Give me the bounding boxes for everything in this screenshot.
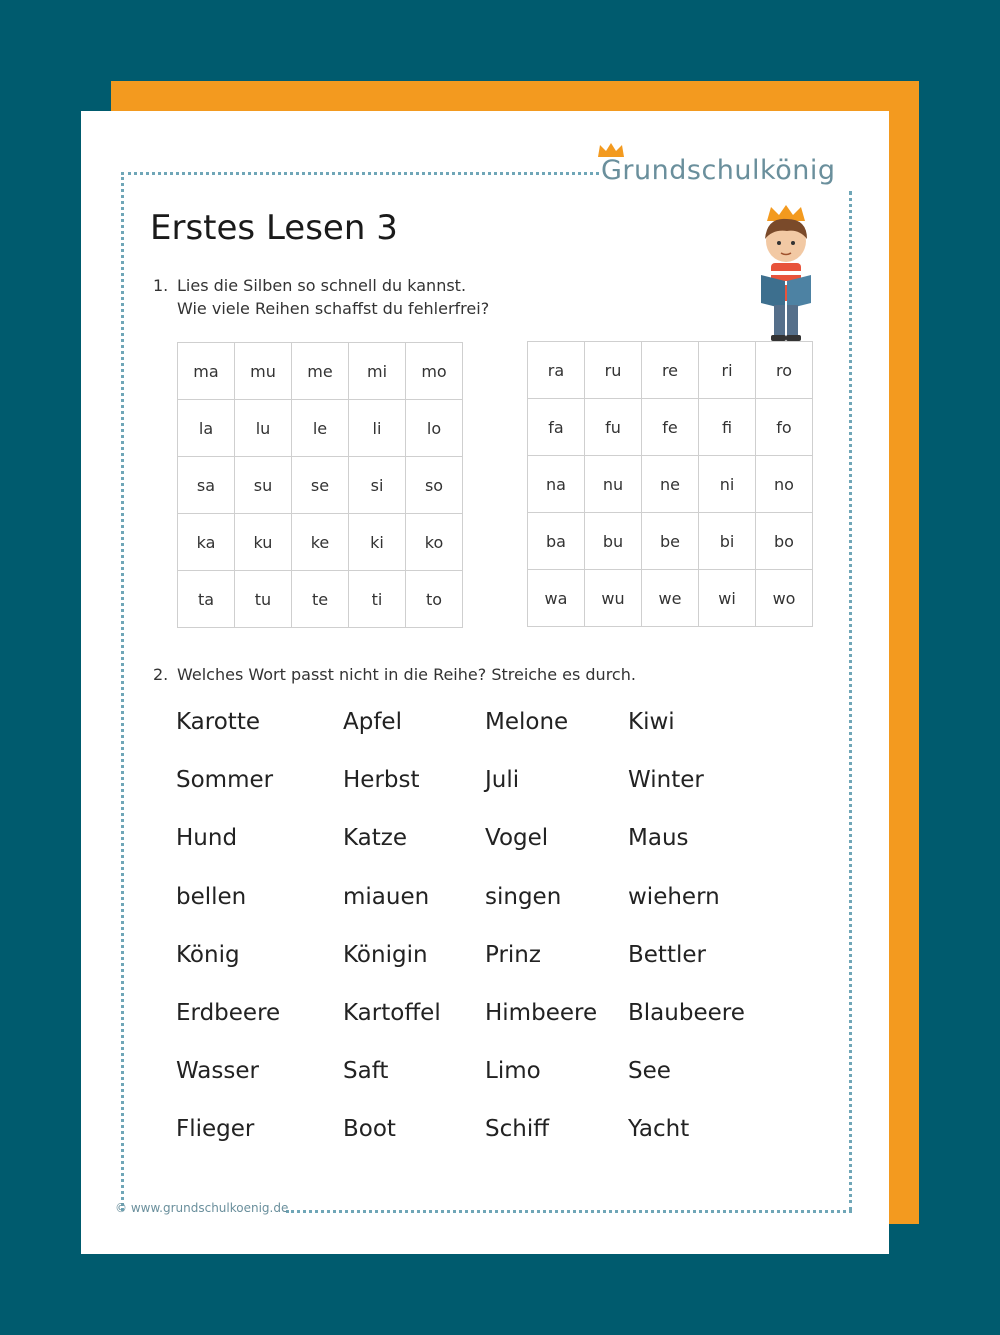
syllable-cell: la [178, 400, 235, 457]
syllable-cell: ka [178, 514, 235, 571]
word-item[interactable]: bellen [176, 884, 247, 910]
word-item[interactable]: Königin [343, 942, 428, 968]
syllable-cell: ko [406, 514, 463, 571]
grid-row [178, 343, 463, 400]
grid-row [178, 457, 463, 514]
syllable-cell: re [642, 342, 699, 399]
syllable-cell: be [642, 513, 699, 570]
syllable-grid-right [527, 341, 813, 627]
boy-reading-illustration [751, 205, 821, 345]
grid-row [178, 400, 463, 457]
syllable-cell: te [292, 571, 349, 628]
syllable-cell: na [528, 456, 585, 513]
word-item[interactable]: Herbst [343, 767, 420, 793]
word-item[interactable]: Flieger [176, 1116, 255, 1142]
syllable-cell: so [406, 457, 463, 514]
grid-row [528, 456, 813, 513]
syllable-cell: si [349, 457, 406, 514]
task-1-line-2: Wie viele Reihen schaffst du fehlerfrei? [177, 299, 490, 318]
word-item[interactable]: Blaubeere [628, 1000, 745, 1026]
syllable-cell: wa [528, 570, 585, 627]
word-item[interactable]: Prinz [485, 942, 541, 968]
grid-row [178, 514, 463, 571]
grid-row [528, 513, 813, 570]
word-item[interactable]: See [628, 1058, 671, 1084]
word-item[interactable]: Erdbeere [176, 1000, 281, 1026]
grid-row [178, 571, 463, 628]
syllable-cell: mo [406, 343, 463, 400]
syllable-cell: ki [349, 514, 406, 571]
word-item[interactable]: Kartoffel [343, 1000, 441, 1026]
word-item[interactable]: Kiwi [628, 709, 675, 735]
dotted-border-right [849, 191, 852, 1211]
syllable-cell: ke [292, 514, 349, 571]
word-item[interactable]: miauen [343, 884, 430, 910]
syllable-cell: bi [699, 513, 756, 570]
word-item[interactable]: Yacht [628, 1116, 690, 1142]
syllable-cell: ku [235, 514, 292, 571]
syllable-cell: to [406, 571, 463, 628]
syllable-cell: ra [528, 342, 585, 399]
syllable-cell: se [292, 457, 349, 514]
syllable-cell: mi [349, 343, 406, 400]
syllable-grid-left [177, 342, 463, 628]
syllable-cell: fi [699, 399, 756, 456]
dotted-border-bottom [286, 1210, 852, 1213]
syllable-cell: lu [235, 400, 292, 457]
syllable-cell: we [642, 570, 699, 627]
task-2-text: Welches Wort passt nicht in die Reihe? Streiche es durch. [177, 665, 636, 684]
syllable-cell: ti [349, 571, 406, 628]
word-item[interactable]: Wasser [176, 1058, 259, 1084]
syllable-cell: sa [178, 457, 235, 514]
syllable-cell: bu [585, 513, 642, 570]
word-item[interactable]: Limo [485, 1058, 541, 1084]
syllable-cell: no [756, 456, 813, 513]
syllable-cell: lo [406, 400, 463, 457]
word-item[interactable]: Saft [343, 1058, 389, 1084]
word-item[interactable]: singen [485, 884, 562, 910]
footer-url: © www.grundschulkoenig.de [115, 1201, 289, 1215]
syllable-cell: li [349, 400, 406, 457]
task-1-number: 1. [153, 276, 169, 295]
page-title: Erstes Lesen 3 [150, 208, 398, 248]
syllable-cell: le [292, 400, 349, 457]
word-item[interactable]: Karotte [176, 709, 260, 735]
word-item[interactable]: Winter [628, 767, 704, 793]
syllable-cell: mu [235, 343, 292, 400]
word-item[interactable]: Bettler [628, 942, 706, 968]
syllable-cell: ni [699, 456, 756, 513]
syllable-cell: fu [585, 399, 642, 456]
word-item[interactable]: Apfel [343, 709, 402, 735]
word-item[interactable]: Vogel [485, 825, 549, 851]
syllable-cell: wu [585, 570, 642, 627]
word-item[interactable]: Sommer [176, 767, 274, 793]
syllable-cell: ma [178, 343, 235, 400]
syllable-cell: fo [756, 399, 813, 456]
word-item[interactable]: König [176, 942, 240, 968]
brand-logo: Grundschulkönig [601, 155, 836, 186]
syllable-cell: fe [642, 399, 699, 456]
word-item[interactable]: Boot [343, 1116, 396, 1142]
task-1-line-1: Lies die Silben so schnell du kannst. [177, 276, 467, 295]
syllable-cell: wi [699, 570, 756, 627]
syllable-cell: me [292, 343, 349, 400]
syllable-cell: tu [235, 571, 292, 628]
grid-row [528, 399, 813, 456]
grid-row [528, 570, 813, 627]
word-item[interactable]: wiehern [628, 884, 720, 910]
syllable-cell: wo [756, 570, 813, 627]
syllable-cell: ba [528, 513, 585, 570]
dotted-border-top [121, 172, 599, 175]
syllable-cell: ru [585, 342, 642, 399]
word-item[interactable]: Schiff [485, 1116, 550, 1142]
word-item[interactable]: Katze [343, 825, 408, 851]
syllable-cell: bo [756, 513, 813, 570]
syllable-cell: fa [528, 399, 585, 456]
word-item[interactable]: Melone [485, 709, 569, 735]
syllable-cell: ri [699, 342, 756, 399]
word-item[interactable]: Juli [485, 767, 520, 793]
word-item[interactable]: Hund [176, 825, 238, 851]
worksheet-page [81, 111, 889, 1254]
syllable-cell: ne [642, 456, 699, 513]
word-item[interactable]: Himbeere [485, 1000, 598, 1026]
grid-row [528, 342, 813, 399]
word-item[interactable]: Maus [628, 825, 689, 851]
syllable-cell: ro [756, 342, 813, 399]
syllable-cell: nu [585, 456, 642, 513]
syllable-cell: su [235, 457, 292, 514]
dotted-border-left [121, 172, 124, 1211]
task-2-number: 2. [153, 665, 169, 684]
syllable-cell: ta [178, 571, 235, 628]
